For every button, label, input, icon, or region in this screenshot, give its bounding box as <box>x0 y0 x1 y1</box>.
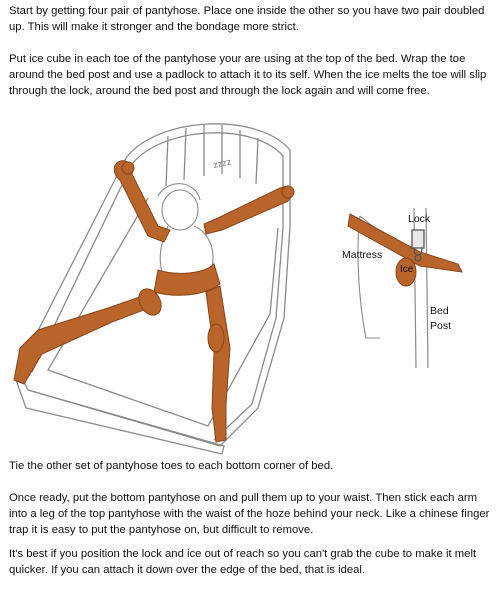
bed-frame <box>16 124 290 454</box>
intro-paragraph: Start by getting four pair of pantyhose. Place one inside the other so you have two pair doubled up. This will make it stronger and the bondage more strict. <box>9 5 485 33</box>
reach-paragraph: It's best if you position the lock and ice out of reach so you can't grab the cube to make it melt quicker. If you can attach it down over the edge of the bed, that is ideal. <box>9 548 477 576</box>
mattress-label: Mattress <box>342 249 383 261</box>
bottom-corners-paragraph: Tie the other set of pantyhose toes to each bottom corner of bed. <box>9 460 334 472</box>
lock-detail-diagram <box>340 208 470 368</box>
bed-post-label-line2: Post <box>430 320 452 332</box>
ice-lock-paragraph: Put ice cube in each toe of the pantyhose your are using at the top of the bed. Wrap the toe around the bed post and use a padlock to attach it to its self. When the ice melts the toe will slip through the lock, around the bed post and through the lock again and will come free. <box>9 53 487 97</box>
ice-label: Ice <box>400 264 414 275</box>
sleep-text: zzzz <box>212 156 233 170</box>
bed-illustration <box>8 108 298 456</box>
pantyhose-legs <box>14 264 230 442</box>
lock-label: Lock <box>408 213 431 225</box>
bed-post-label-line1: Bed <box>430 305 449 317</box>
once-ready-paragraph: Once ready, put the bottom pantyhose on and pull them up to your waist. Then stick each arm into a leg of the top pantyhose with the waist of the hoze behind your neck. Like a chinese finger trap it is easy to put the pantyhose on, but difficult to remove. <box>9 492 490 536</box>
